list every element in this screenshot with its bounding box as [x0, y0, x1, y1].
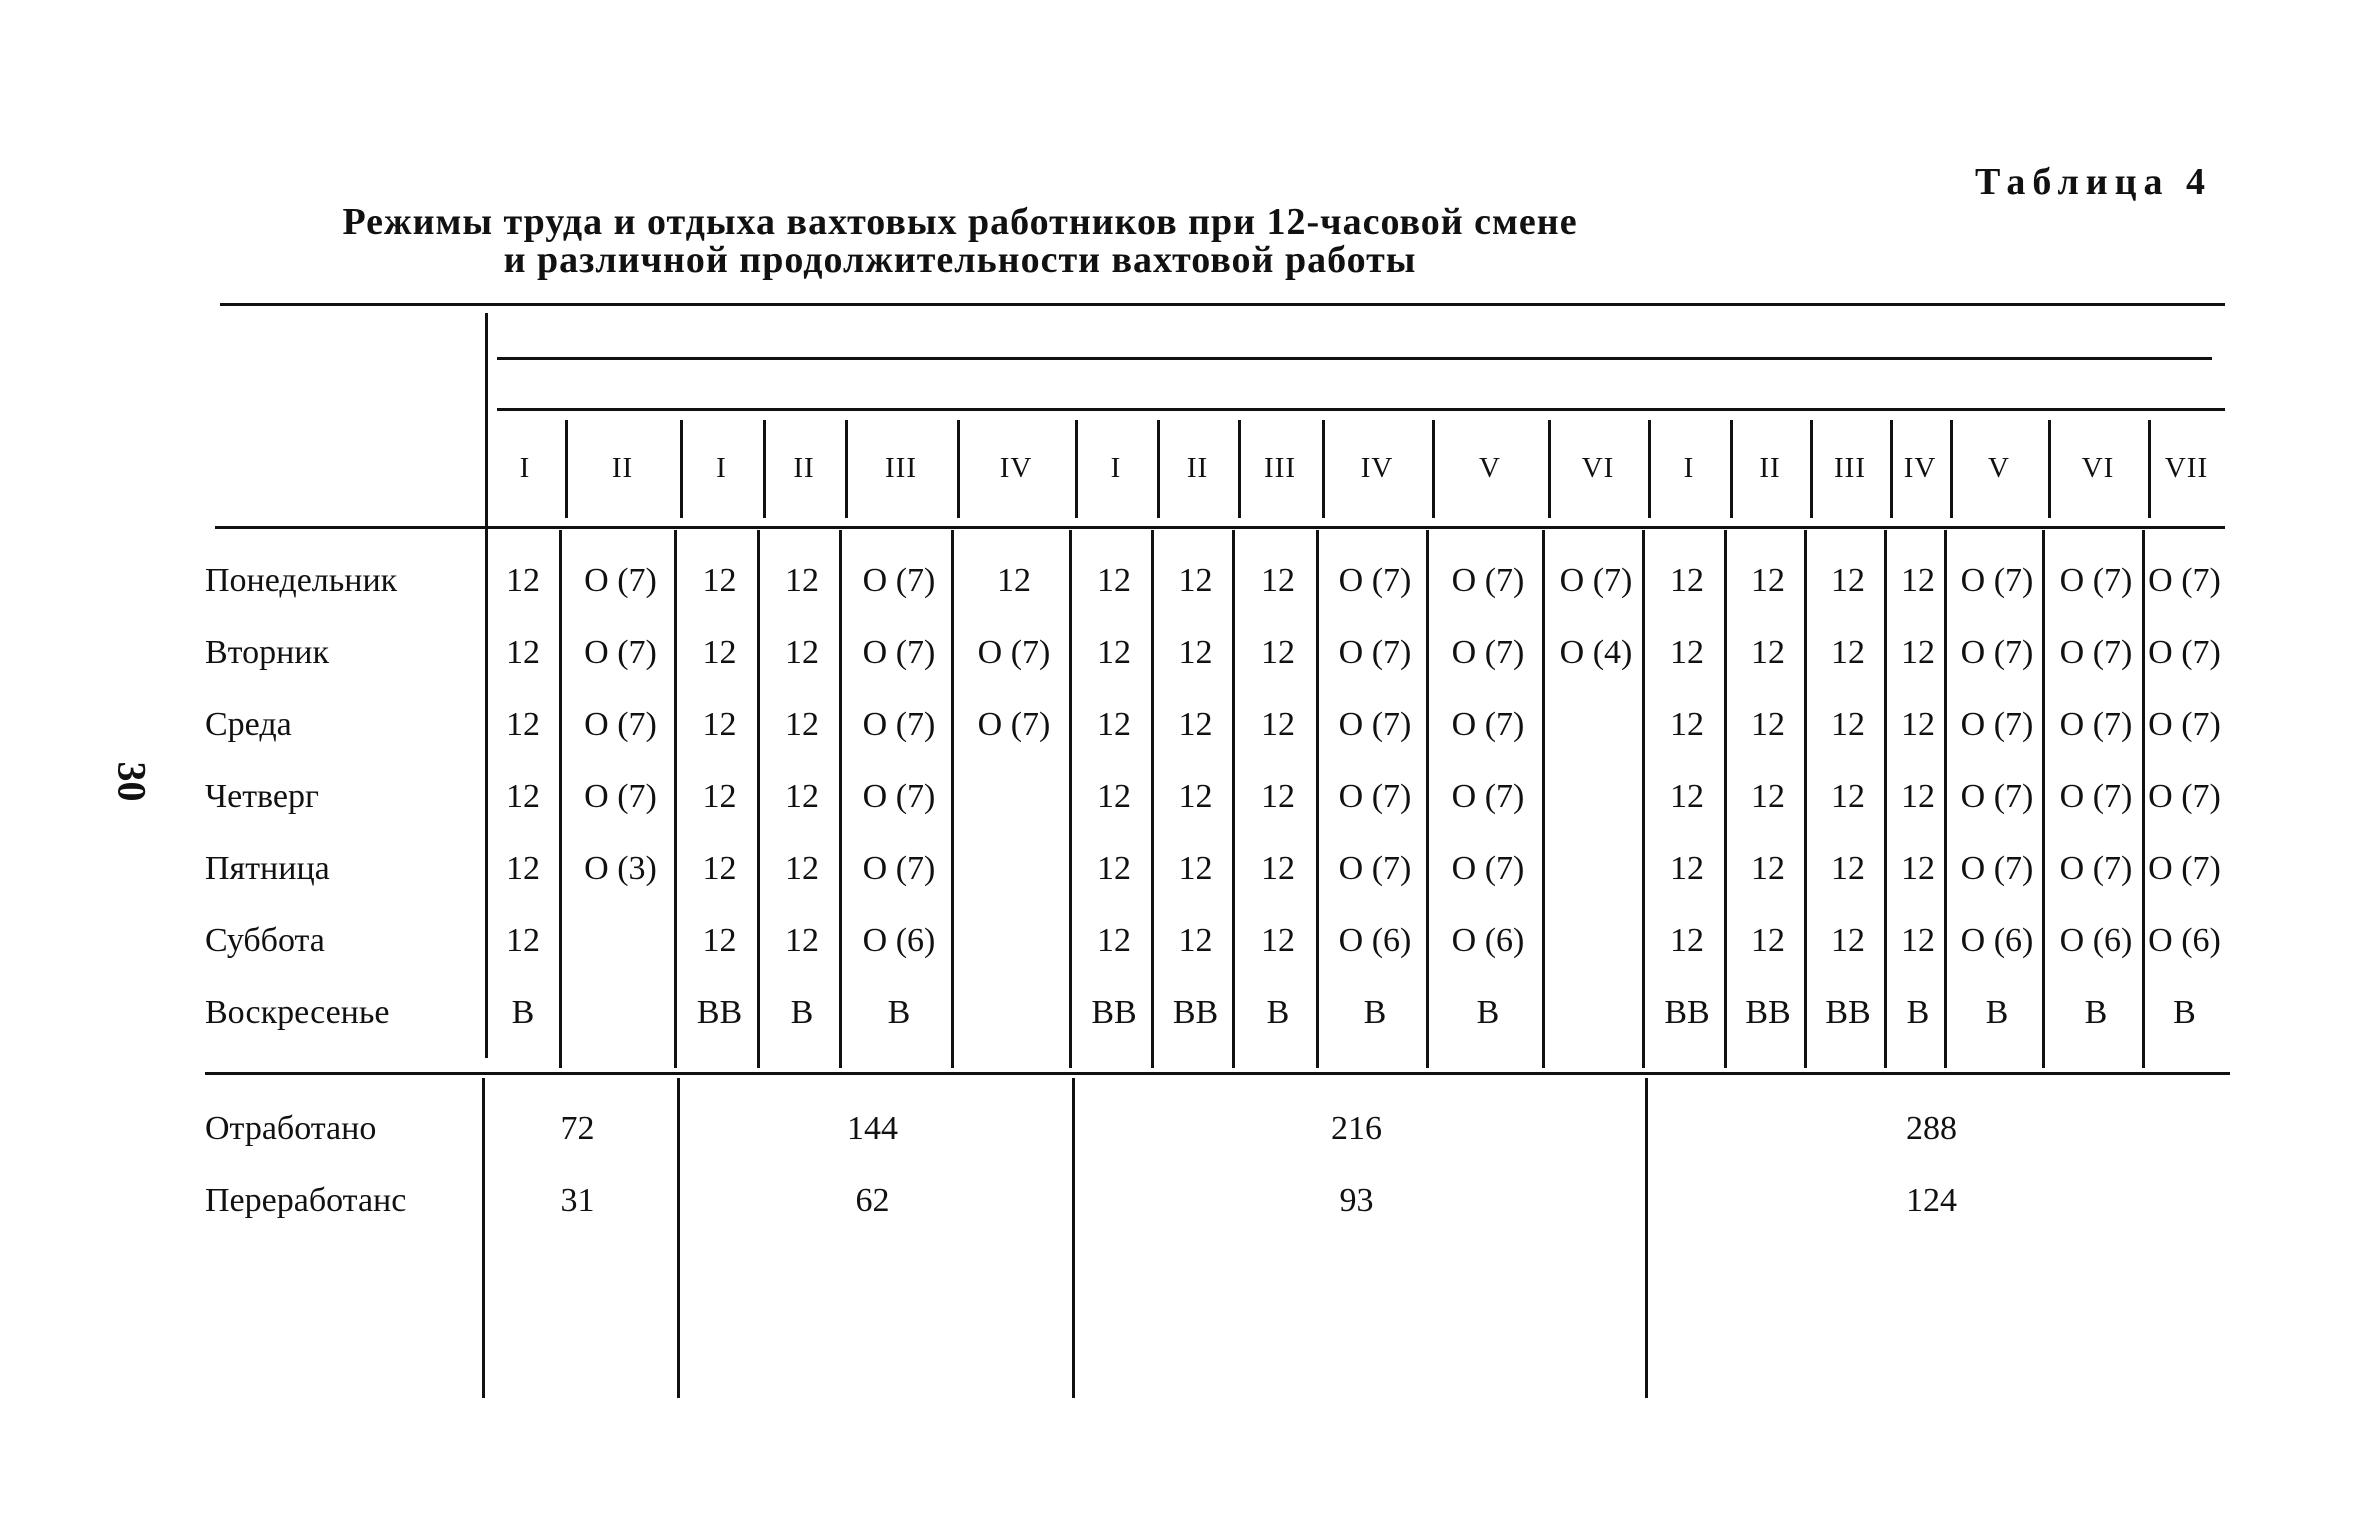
- table-cell: 12: [506, 778, 540, 815]
- vline-week-body: [1542, 530, 1545, 1068]
- table-cell: 12: [1831, 562, 1865, 599]
- table-cell: О (7): [584, 562, 657, 599]
- table-cell: 12: [1178, 850, 1213, 887]
- week-label: II: [1186, 452, 1209, 484]
- summary-value: 216: [1331, 1110, 1382, 1147]
- table-cell: 12: [1261, 922, 1295, 959]
- week-label: I: [519, 452, 531, 484]
- week-label: V: [1479, 452, 1501, 484]
- table-cell: О (7): [2059, 778, 2133, 815]
- table-cell: О (7): [1451, 562, 1525, 599]
- table-cell: 12: [702, 562, 737, 599]
- summary-value: 124: [1906, 1182, 1957, 1219]
- table-cell: В: [2084, 994, 2108, 1031]
- table-cell: 12: [1261, 706, 1295, 743]
- table-cell: О (7): [1451, 634, 1525, 671]
- day-label: Воскресенье: [205, 994, 390, 1031]
- table-cell: О (7): [1960, 706, 2034, 743]
- day-label: Понедельник: [205, 562, 398, 599]
- week-label: VI: [2081, 452, 2115, 484]
- table-cell: О (7): [1451, 850, 1525, 887]
- table-cell: 12: [1901, 850, 1935, 887]
- table-cell: 12: [785, 850, 819, 887]
- table-cell: О (7): [1451, 778, 1525, 815]
- table-cell: 12: [506, 706, 540, 743]
- table-cell: О (7): [2059, 562, 2133, 599]
- summary-label: Переработанс: [205, 1182, 407, 1219]
- table-cell: О (7): [1960, 634, 2034, 671]
- rule-cycle: [497, 357, 2212, 360]
- table-cell: 12: [785, 634, 819, 671]
- table-cell: 12: [997, 562, 1031, 599]
- table-cell: 12: [1261, 634, 1295, 671]
- table-cell: ВВ: [1091, 994, 1137, 1031]
- table-cell: 12: [1831, 634, 1865, 671]
- table-cell: О (7): [1960, 562, 2034, 599]
- table-cell: О (7): [1338, 778, 1412, 815]
- table-cell: О (7): [1451, 706, 1525, 743]
- week-label: II: [611, 452, 634, 484]
- table-cell: О (4): [1559, 634, 1633, 671]
- title-line-1: Режимы труда и отдыха вахтовых работников при 12-часовой смене: [342, 201, 1578, 243]
- table-cell: О (7): [862, 562, 936, 599]
- table-cell: В: [1363, 994, 1387, 1031]
- table-cell: В: [887, 994, 911, 1031]
- vline-summary: [1072, 1078, 1075, 1398]
- table-cell: О (7): [584, 778, 657, 815]
- table-cell: 12: [1751, 778, 1785, 815]
- vline-week-body: [1426, 530, 1429, 1068]
- table-cell: О (6): [2059, 922, 2133, 959]
- week-label: I: [1110, 452, 1122, 484]
- table-cell: 12: [702, 706, 737, 743]
- table-cell: О (7): [2059, 634, 2133, 671]
- table-cell: 12: [785, 778, 819, 815]
- week-label: V: [1988, 452, 2010, 484]
- table-cell: 12: [1751, 850, 1785, 887]
- table-cell: 12: [1751, 706, 1785, 743]
- table-cell: О (7): [2148, 634, 2221, 671]
- table-cell: 12: [1097, 850, 1131, 887]
- table-cell: О (7): [977, 634, 1051, 671]
- table-cell: 12: [1831, 922, 1865, 959]
- table-cell: 12: [506, 562, 540, 599]
- table-cell: О (7): [584, 706, 657, 743]
- summary-value: 93: [1339, 1182, 1374, 1219]
- table-cell: О (6): [1451, 922, 1525, 959]
- table-cell: О (7): [2148, 706, 2221, 743]
- table-cell: О (7): [977, 706, 1051, 743]
- week-label: III: [885, 452, 917, 484]
- table-label: Таблица 4: [1975, 161, 2213, 203]
- table-cell: О (7): [1338, 706, 1412, 743]
- table-cell: О (6): [1960, 922, 2034, 959]
- rule-weeks: [497, 408, 2225, 411]
- table-cell: 12: [1178, 634, 1213, 671]
- table-cell: 12: [1901, 634, 1935, 671]
- table-cell: 12: [506, 922, 540, 959]
- table-cell: О (7): [1960, 850, 2034, 887]
- table-cell: О (7): [584, 634, 657, 671]
- summary-label: Отработано: [205, 1110, 377, 1147]
- day-label: Среда: [205, 706, 292, 743]
- week-label: IV: [999, 452, 1033, 484]
- week-label: III: [1834, 452, 1866, 484]
- vline-week-body: [951, 530, 954, 1068]
- table-cell: В: [1985, 994, 2009, 1031]
- summary-value: 288: [1906, 1110, 1957, 1147]
- table-cell: В: [2173, 994, 2196, 1031]
- summary-value: 144: [847, 1110, 898, 1147]
- table-cell: О (6): [2148, 922, 2221, 959]
- week-label: III: [1264, 452, 1296, 484]
- table-cell: В: [511, 994, 535, 1031]
- table-cell: 12: [1831, 778, 1865, 815]
- table-cell: О (6): [1338, 922, 1412, 959]
- table-cell: 12: [1670, 706, 1704, 743]
- table-cell: О (7): [1559, 562, 1633, 599]
- vline-summary: [1645, 1078, 1648, 1398]
- table-cell: 12: [702, 850, 737, 887]
- summary-value: 31: [560, 1182, 595, 1219]
- day-label: Пятница: [205, 850, 330, 887]
- table-cell: 12: [1097, 562, 1131, 599]
- table-cell: 12: [1751, 634, 1785, 671]
- week-label: II: [1759, 452, 1781, 484]
- rule-summary: [205, 1072, 2230, 1075]
- table-cell: 12: [1901, 922, 1935, 959]
- table-cell: 12: [506, 850, 540, 887]
- table-cell: В: [1906, 994, 1930, 1031]
- table-cell: ВВ: [1745, 994, 1791, 1031]
- table-cell: 12: [1670, 634, 1704, 671]
- table-cell: 12: [1261, 778, 1295, 815]
- day-label: Суббота: [205, 922, 325, 959]
- table-cell: О (7): [2148, 778, 2221, 815]
- table-cell: О (7): [2148, 562, 2221, 599]
- title-line-2: и различной продолжительности вахтовой работы: [503, 239, 1417, 281]
- table-cell: В: [790, 994, 814, 1031]
- table-cell: 12: [1097, 778, 1131, 815]
- table-cell: 12: [1097, 634, 1131, 671]
- table-cell: 12: [1097, 922, 1131, 959]
- table-cell: 12: [1670, 778, 1704, 815]
- table-cell: О (7): [862, 706, 936, 743]
- rule-header-bottom: [215, 526, 2225, 529]
- table-cell: 12: [785, 562, 819, 599]
- table-cell: В: [1476, 994, 1500, 1031]
- table-cell: 12: [1901, 706, 1935, 743]
- table-cell: 12: [1901, 778, 1935, 815]
- table-cell: О (7): [862, 634, 936, 671]
- table-cell: 12: [702, 778, 737, 815]
- table-cell: ВВ: [1664, 994, 1710, 1031]
- day-label: Вторник: [205, 634, 329, 671]
- table-cell: О (7): [1338, 850, 1412, 887]
- week-label: I: [1683, 452, 1695, 484]
- week-label: VI: [1581, 452, 1615, 484]
- table-cell: О (7): [1338, 562, 1412, 599]
- table-cell: 12: [702, 634, 737, 671]
- table-cell: 12: [1670, 850, 1704, 887]
- table-cell: О (7): [1960, 778, 2034, 815]
- table-cell: 12: [1831, 850, 1865, 887]
- table-cell: 12: [702, 922, 737, 959]
- table-cell: 12: [1261, 850, 1295, 887]
- table-cell: 12: [1178, 562, 1213, 599]
- table-cell: 12: [1670, 562, 1704, 599]
- table-cell: О (7): [2059, 850, 2133, 887]
- table-cell: О (7): [862, 778, 936, 815]
- table-cell: 12: [1670, 922, 1704, 959]
- table-cell: 12: [1178, 922, 1213, 959]
- week-label: IV: [1360, 452, 1394, 484]
- table-cell: 12: [1261, 562, 1295, 599]
- table-cell: ВВ: [1825, 994, 1871, 1031]
- table-cell: 12: [785, 706, 819, 743]
- day-label: Четверг: [205, 778, 319, 815]
- week-label: VII: [2164, 452, 2209, 484]
- table-cell: О (6): [862, 922, 936, 959]
- table-cell: 12: [1751, 922, 1785, 959]
- table-cell: 12: [1751, 562, 1785, 599]
- page-number: 30: [109, 761, 155, 802]
- table-cell: О (7): [2059, 706, 2133, 743]
- summary-value: 62: [855, 1182, 890, 1219]
- table-cell: О (3): [584, 850, 657, 887]
- table-cell: О (7): [2148, 850, 2221, 887]
- table-cell: 12: [506, 634, 540, 671]
- table-cell: ВВ: [696, 994, 743, 1031]
- table-cell: 12: [1097, 706, 1131, 743]
- table-cell: 12: [1831, 706, 1865, 743]
- week-label: IV: [1903, 452, 1937, 484]
- table-cell: 12: [1901, 562, 1935, 599]
- table-cell: О (7): [1338, 634, 1412, 671]
- table-cell: 12: [1178, 706, 1213, 743]
- table-cell: О (7): [862, 850, 936, 887]
- table-cell: 12: [785, 922, 819, 959]
- week-label: I: [716, 452, 727, 484]
- rule-top: [220, 303, 2225, 306]
- summary-value: 72: [560, 1110, 595, 1147]
- table-cell: 12: [1178, 778, 1213, 815]
- table-cell: ВВ: [1172, 994, 1219, 1031]
- table-cell: В: [1266, 994, 1290, 1031]
- week-label: II: [793, 452, 815, 484]
